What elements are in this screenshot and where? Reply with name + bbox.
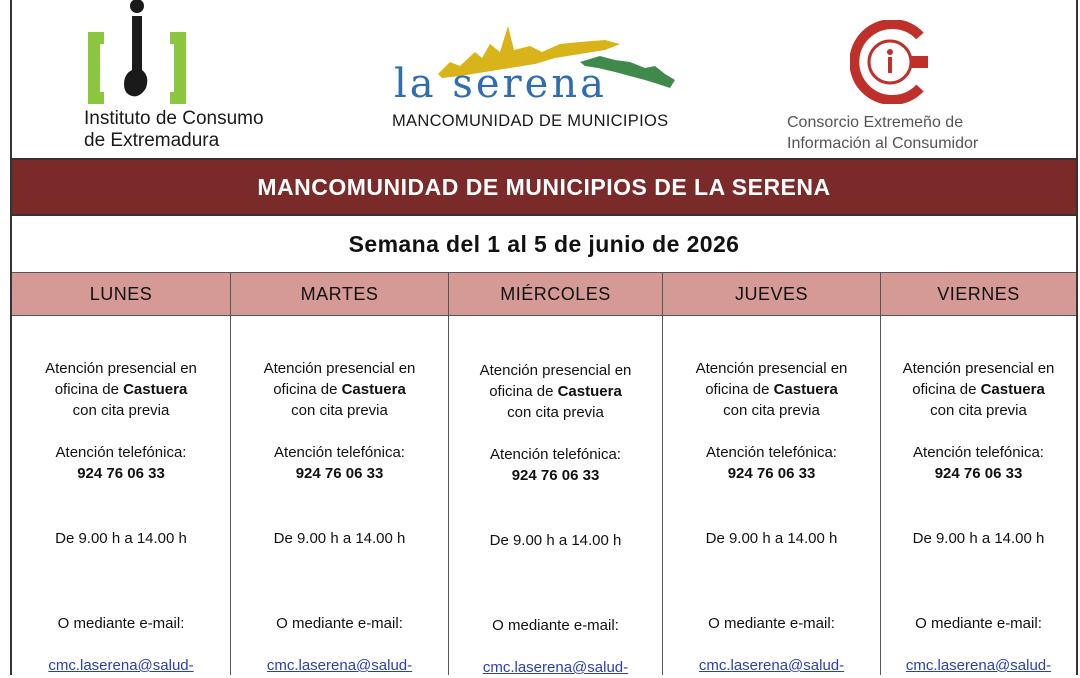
day-column-lunes [12,272,231,675]
email-link[interactable]: cmc.laserena@salud- [48,657,194,674]
attention-line3: con cita previa [291,402,388,419]
day-column-martes [231,272,449,675]
email-label: O mediante e-mail: [915,615,1042,632]
phone-label: Atención telefónica: [55,444,187,461]
schedule-table [12,272,1076,675]
phone-label: Atención telefónica: [274,444,405,461]
phone-number-value: 924 76 06 33 [934,465,1023,482]
attention-town: Castuera [341,381,406,398]
hours-text: De 9.00 h a 14.00 h [705,530,838,547]
attention-town: Castuera [123,381,188,398]
phone-label: Atención telefónica: [706,444,837,461]
attention-line1: Atención presencial en [479,362,632,379]
phone-number [231,463,448,484]
attention-line3: con cita previa [72,402,170,419]
email-link[interactable]: cmc.laserena@salud- [266,657,413,674]
cieco-line1: Consorcio Extremeño de [787,114,964,131]
serena-logo-subtitle: MANCOMUNIDAD DE MUNICIPIOS [392,112,669,130]
attention-line1: Atención presencial en [695,360,848,377]
attention-town: Castuera [773,381,838,398]
phone-number [12,463,230,484]
email-label: O mediante e-mail: [708,615,835,632]
attention-office-text: oficina de [705,381,774,398]
ice-line1: Instituto de Consumo [84,108,264,129]
serena-logo-word: la serena [394,61,607,107]
attention-line3: con cita previa [930,402,1027,419]
attention-line2 [231,379,448,400]
day-column-miercoles [449,272,663,675]
email-label: O mediante e-mail: [276,615,403,632]
cieco-logo-icon [850,20,930,104]
ice-logo-text [84,108,264,152]
day-header: MARTES [231,272,448,316]
day-header: JUEVES [663,272,880,316]
phone-number [449,465,662,486]
attention-town: Castuera [557,383,622,400]
hours-text: De 9.00 h a 14.00 h [912,530,1045,547]
attention-office-text: oficina de [54,381,124,398]
email-label: O mediante e-mail: [492,617,619,634]
attention-office-text: oficina de [273,381,342,398]
day-column-jueves [663,272,881,675]
attention-line2 [449,381,662,402]
phone-label: Atención telefónica: [490,446,621,463]
cieco-logo-text [787,112,978,154]
attention-line3: con cita previa [507,404,604,421]
cieco-line2: Información al Consumidor [787,135,979,152]
day-column-viernes [881,272,1076,675]
phone-number-value: 924 76 06 33 [727,465,816,482]
ice-line2: de Extremadura [84,130,220,151]
phone-label: Atención telefónica: [913,444,1044,461]
attention-town: Castuera [980,381,1045,398]
day-header: LUNES [12,272,230,316]
title-banner: MANCOMUNIDAD DE MUNICIPIOS DE LA SERENA [12,158,1076,216]
attention-line1: Atención presencial en [263,360,416,377]
attention-line1: Atención presencial en [902,360,1055,377]
attention-office-text: oficina de [912,381,981,398]
day-header: MIÉRCOLES [449,272,662,316]
hours-text: De 9.00 h a 14.00 h [489,532,622,549]
attention-office-text: oficina de [489,383,558,400]
hours-text: De 9.00 h a 14.00 h [273,530,406,547]
ice-logo-icon [82,0,192,110]
attention-line2 [881,379,1076,400]
email-link[interactable]: cmc.laserena@salud- [698,657,845,674]
email-link[interactable]: cmc.laserena@salud- [482,659,629,676]
phone-number-value: 924 76 06 33 [77,465,165,482]
phone-number [663,463,880,484]
attention-line1: Atención presencial en [45,360,197,377]
email-label: O mediante e-mail: [57,615,185,632]
attention-line3: con cita previa [723,402,820,419]
hours-text: De 9.00 h a 14.00 h [55,530,187,547]
email-link[interactable]: cmc.laserena@salud- [905,657,1052,674]
attention-line2 [663,379,880,400]
phone-number [881,463,1076,484]
phone-number-value: 924 76 06 33 [511,467,600,484]
attention-line2 [12,379,230,400]
phone-number-value: 924 76 06 33 [295,465,384,482]
day-header: VIERNES [881,272,1076,316]
week-heading: Semana del 1 al 5 de junio de 2026 [348,230,740,257]
